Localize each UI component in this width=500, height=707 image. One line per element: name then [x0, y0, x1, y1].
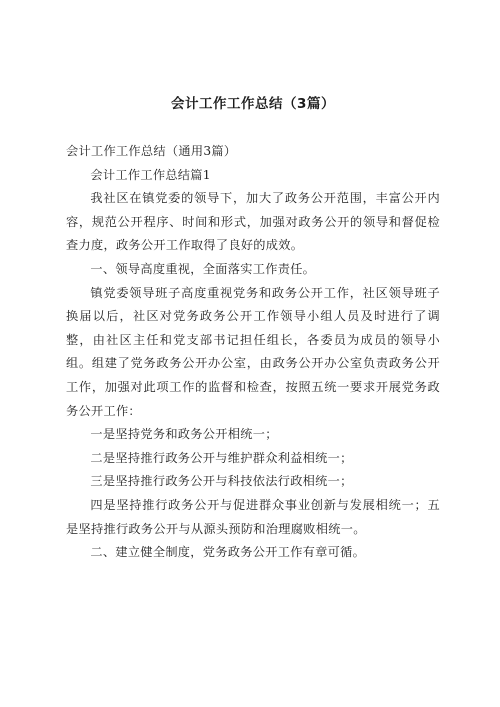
paragraph-heading-2: 二、建立健全制度，党务政务公开工作有章可循。 — [90, 545, 366, 560]
list-item-3: 三是坚持推行政务公开与科技依法行政相统一； — [90, 474, 353, 489]
section-heading: 会计工作工作总结篇1 — [90, 167, 211, 182]
document-subtitle: 会计工作工作总结（通用3篇） — [66, 144, 237, 158]
list-item-1: 一是坚持党务和政务公开相统一； — [90, 427, 278, 442]
paragraph-intro: 我社区在镇党委的领导下，加大了政务公开范围，丰富公开内容，规范公开程序、时间和形式，加强对政务公开的领导和督促检查力度，政务公开工作取得了良好的成效。 — [66, 191, 440, 253]
document-body — [66, 140, 440, 565]
list-item-2: 二是坚持推行政务公开与维护群众利益相统一； — [90, 450, 353, 465]
paragraph-leadership: 镇党委领导班子高度重视党务和政务公开工作，社区领导班子换届以后，社区对党务政务公开工作领导小组人员及时进行了调整，由社区主任和党支部书记担任组长，各委员为成员的领导小组。组建了党务政务公开办公室，由政务公开办公室负责政务公开工作，加强对此项工作的监督和检查，按照五统一要求开展党务政务公开工作： — [66, 285, 440, 418]
paragraph-heading-1: 一、领导高度重视，全面落实工作责任。 — [90, 261, 316, 276]
list-item-4-5: 四是坚持推行政务公开与促进群众事业创新与发展相统一；五是坚持推行政务公开与从源头预防和治理腐败相统一。 — [66, 497, 440, 536]
document-title: 会计工作工作总结（3篇） — [171, 96, 335, 112]
